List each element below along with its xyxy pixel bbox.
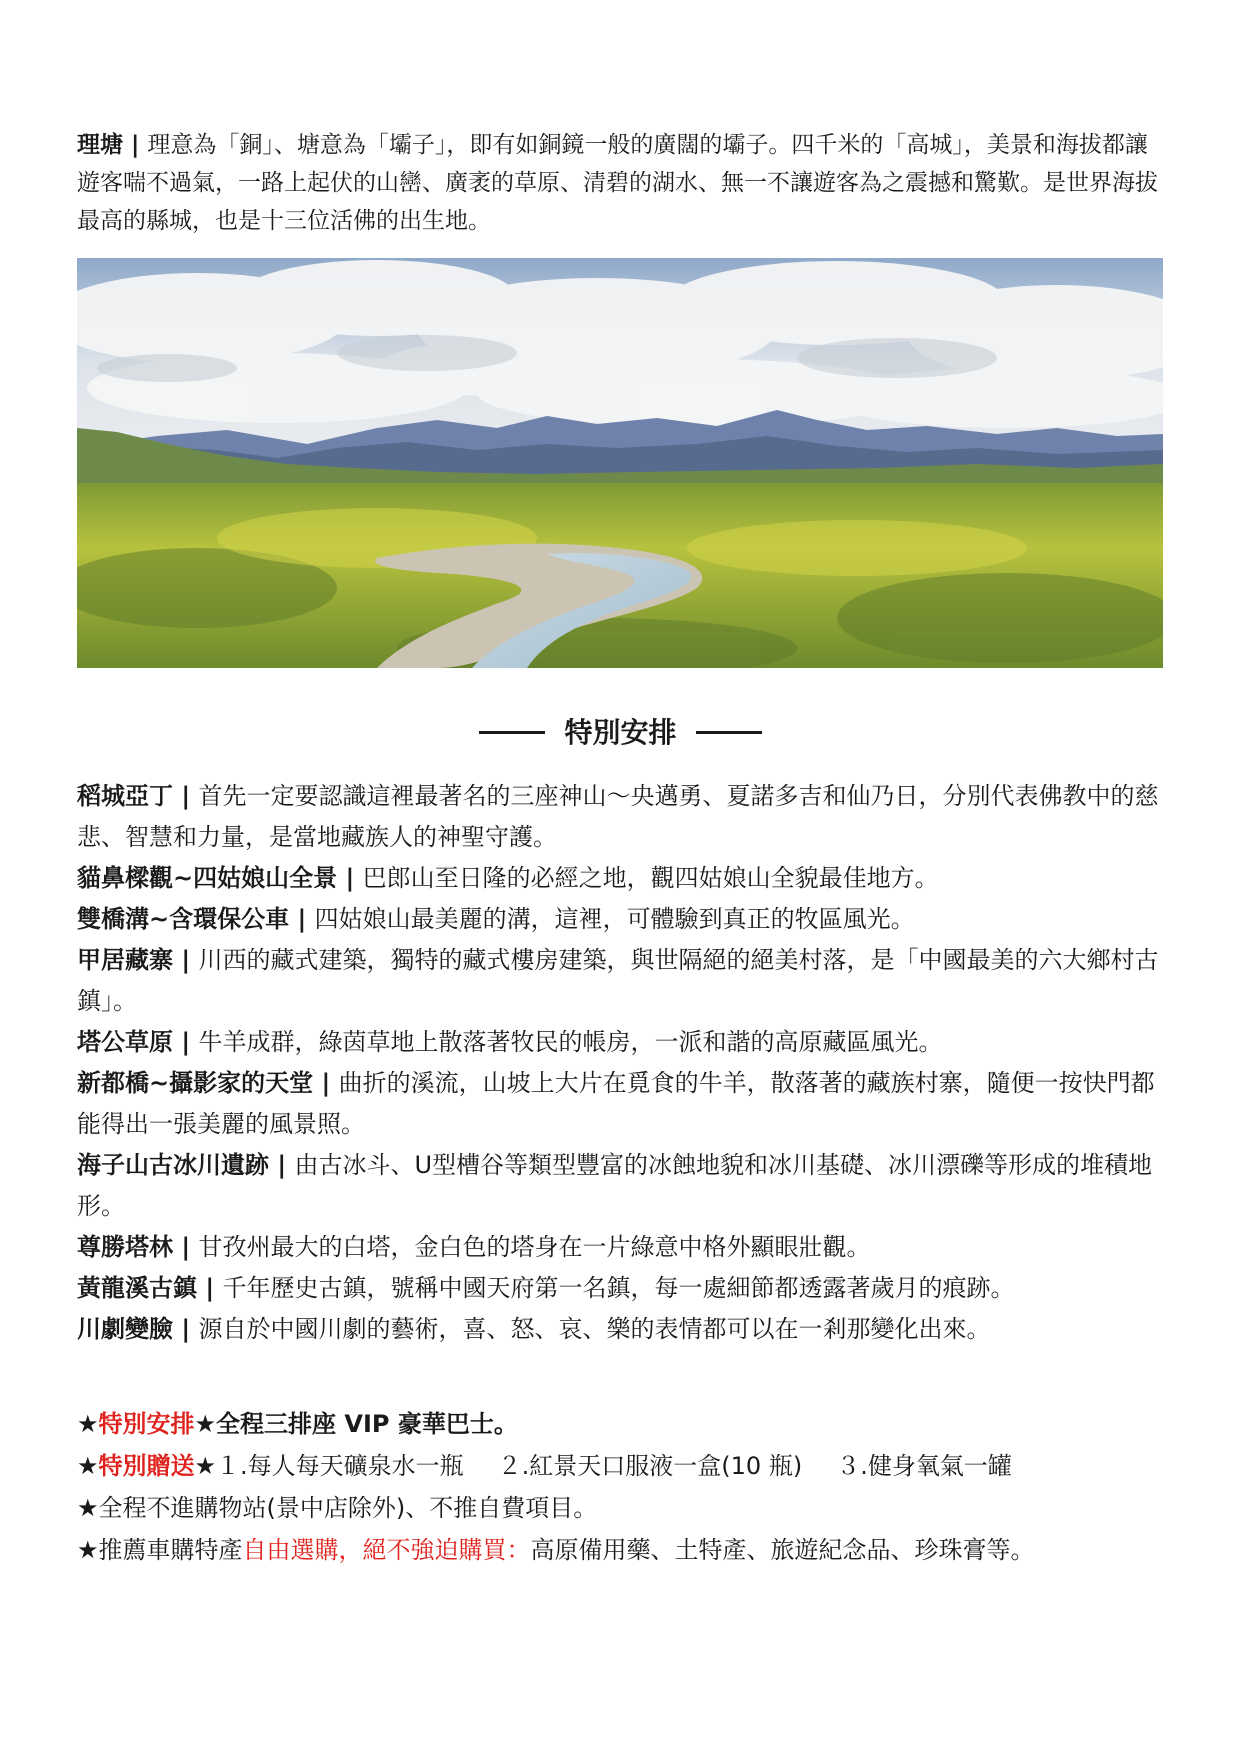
item-term: 川劇變臉 <box>77 1315 173 1343</box>
extras-line-vip-bus <box>77 1403 1167 1445</box>
item-text: 四姑娘山最美麗的溝，這裡，可體驗到真正的牧區風光。 <box>314 905 915 933</box>
item-term: 新都橋~攝影家的天堂 <box>77 1069 314 1097</box>
item-separator: | <box>173 1028 199 1056</box>
section-title <box>0 713 1241 753</box>
extras-text: 全程不進購物站(景中店除外)、不推自費項目。 <box>98 1494 598 1522</box>
list-item <box>77 1309 1167 1350</box>
item-separator: | <box>313 1069 339 1097</box>
item-text: 首先一定要認識這裡最著名的三座神山～央邁勇、夏諾多吉和仙乃日，分別代表佛教中的慈悲、智慧和力量，是當地藏族人的神聖守護。 <box>77 782 1159 851</box>
extras-red-label: 特別安排 <box>98 1410 195 1438</box>
extras-text: 全程三排座 VIP 豪華巴士。 <box>216 1410 518 1438</box>
intro-paragraph <box>77 126 1167 240</box>
intro-separator: | <box>123 132 148 158</box>
star-icon: ★ <box>194 1410 217 1438</box>
item-term: 尊勝塔林 <box>77 1233 173 1261</box>
item-separator: | <box>197 1274 223 1302</box>
star-icon: ★ <box>77 1410 99 1438</box>
list-item <box>77 1268 1167 1309</box>
item-term: 甲居藏寨 <box>77 946 173 974</box>
list-item <box>77 1022 1167 1063</box>
item-text: 甘孜州最大的白塔，金白色的塔身在一片綠意中格外顯眼壯觀。 <box>198 1233 871 1261</box>
section-title-text: 特別安排 <box>564 716 677 749</box>
title-dash-right <box>696 731 762 734</box>
item-text: 由古冰斗、U型槽谷等類型豐富的冰蝕地貌和冰川基礎、冰川漂礫等形成的堆積地形。 <box>77 1151 1153 1220</box>
item-separator: | <box>337 864 363 892</box>
landscape-photo <box>77 258 1163 668</box>
extras-red-note: 自由選購，絕不強迫購買： <box>242 1536 531 1564</box>
list-item <box>77 940 1167 1022</box>
item-separator: | <box>269 1151 295 1179</box>
star-icon: ★ <box>194 1452 217 1480</box>
list-item <box>77 1145 1167 1227</box>
item-text: 源自於中國川劇的藝術，喜、怒、哀、樂的表情都可以在一剎那變化出來。 <box>198 1315 991 1343</box>
list-item <box>77 776 1167 858</box>
gift-2: ２.紅景天口服液一盒(10 瓶) <box>497 1452 803 1480</box>
item-text: 千年歷史古鎮，號稱中國天府第一名鎮，每一處細節都透露著歲月的痕跡。 <box>222 1274 1015 1302</box>
intro-term: 理塘 <box>77 132 123 158</box>
star-icon: ★ <box>77 1536 99 1564</box>
item-text: 川西的藏式建築，獨特的藏式樓房建築，與世隔絕的絕美村落，是「中國最美的六大鄉村古鎮」。 <box>77 946 1159 1015</box>
item-text: 牛羊成群，綠茵草地上散落著牧民的帳房，一派和諧的高原藏區風光。 <box>198 1028 943 1056</box>
list-item <box>77 899 1167 940</box>
item-text: 曲折的溪流，山坡上大片在覓食的牛羊，散落著的藏族村寨，隨便一按快門都能得出一張美麗的風景照。 <box>77 1069 1155 1138</box>
list-item <box>77 1227 1167 1268</box>
item-separator: | <box>173 1233 199 1261</box>
item-separator: | <box>173 946 199 974</box>
extras-red-label: 特別贈送 <box>98 1452 195 1480</box>
intro-text: 理意為「銅」、塘意為「壩子」，即有如銅鏡一般的廣闊的壩子。四千米的「高城」，美景和海拔都讓遊客喘不過氣，一路上起伏的山巒、廣袤的草原、清碧的湖水、無一不讓遊客為之震撼和驚歎。是世界海拔最高的縣城，也是十三位活佛的出生地。 <box>77 132 1158 234</box>
special-arrangements <box>77 1403 1167 1571</box>
star-icon: ★ <box>77 1494 99 1522</box>
extras-line-no-shopping <box>77 1487 1167 1529</box>
extras-pre: 推薦車購特產 <box>98 1536 243 1564</box>
attraction-list <box>77 776 1167 1350</box>
item-separator: | <box>173 1315 199 1343</box>
extras-post: 高原備用藥、土特產、旅遊紀念品、珍珠膏等。 <box>530 1536 1035 1564</box>
item-term: 海子山古冰川遺跡 <box>77 1151 269 1179</box>
extras-line-specialties <box>77 1529 1167 1571</box>
item-term: 雙橋溝~含環保公車 <box>77 905 290 933</box>
list-item <box>77 1063 1167 1145</box>
item-text: 巴郎山至日隆的必經之地，觀四姑娘山全貌最佳地方。 <box>362 864 939 892</box>
item-term: 貓鼻樑觀~四姑娘山全景 <box>77 864 338 892</box>
gift-3: ３.健身氧氣一罐 <box>836 1452 1012 1480</box>
list-item <box>77 858 1167 899</box>
item-term: 黃龍溪古鎮 <box>77 1274 197 1302</box>
star-icon: ★ <box>77 1452 99 1480</box>
item-separator: | <box>289 905 315 933</box>
item-term: 稻城亞丁 <box>77 782 173 810</box>
gift-1: １.每人每天礦泉水一瓶 <box>216 1452 464 1480</box>
extras-line-gifts <box>77 1445 1167 1487</box>
item-separator: | <box>173 782 199 810</box>
item-term: 塔公草原 <box>77 1028 173 1056</box>
title-dash-left <box>479 731 545 734</box>
